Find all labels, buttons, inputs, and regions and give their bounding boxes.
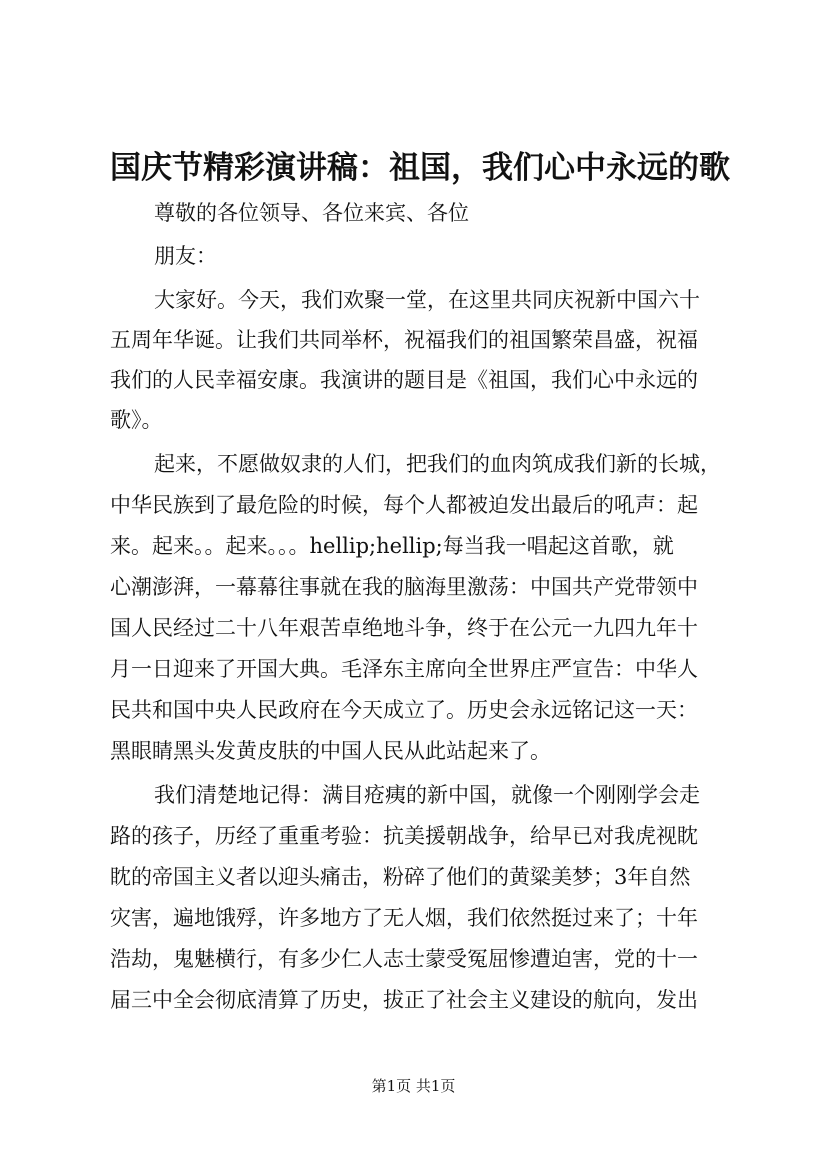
page-footer: 第1页 共1页 [371, 1077, 456, 1095]
paragraph-line: 届三中全会彻底清算了历史，拔正了社会主义建设的航向，发出 [110, 988, 698, 1012]
paragraph-line: 起来，不愿做奴隶的人们，把我们的血肉筑成我们新的长城， [154, 452, 721, 476]
paragraph-line: 大家好。今天，我们欢聚一堂，在这里共同庆祝新中国六十 [154, 288, 700, 312]
paragraph-line: 朋友： [154, 244, 217, 268]
paragraph-line: 眈的帝国主义者以迎头痛击，粉碎了他们的黄粱美梦；3年自然 [110, 865, 691, 889]
paragraph-line: 心潮澎湃，一幕幕往事就在我的脑海里激荡：中国共产党带领中 [110, 575, 698, 599]
document-title: 国庆节精彩演讲稿：祖国，我们心中永远的歌 [110, 150, 730, 186]
paragraph-line: 尊敬的各位领导、各位来宾、各位 [154, 201, 469, 225]
paragraph-line: 灾害，遍地饿殍，许多地方了无人烟，我们依然挺过来了；十年 [110, 906, 698, 930]
paragraph-line: 中华民族到了最危险的时候，每个人都被迫发出最后的吼声：起 [110, 493, 698, 517]
paragraph-line: 路的孩子，历经了重重考验：抗美援朝战争，给早已对我虎视眈 [110, 824, 698, 848]
paragraph-line: 我们的人民幸福安康。我演讲的题目是《祖国，我们心中永远的 [110, 368, 698, 392]
paragraph-line: 五周年华诞。让我们共同举杯，祝福我们的祖国繁荣昌盛，祝福 [110, 328, 698, 352]
paragraph-line: 国人民经过二十八年艰苦卓绝地斗争，终于在公元一九四九年十 [110, 616, 698, 640]
paragraph-line: 黑眼睛黑头发黄皮肤的中国人民从此站起来了。 [110, 739, 551, 763]
paragraph-line: 歌》。 [110, 408, 163, 432]
paragraph-line: 来。起来。。起来。。。hellip;hellip;每当我一唱起这首歌，就 [110, 534, 674, 558]
paragraph-line: 我们清楚地记得：满目疮痍的新中国，就像一个刚刚学会走 [154, 783, 700, 807]
paragraph-line: 月一日迎来了开国大典。毛泽东主席向全世界庄严宣告：中华人 [110, 657, 698, 681]
paragraph-line: 民共和国中央人民政府在今天成立了。历史会永远铭记这一天： [110, 698, 698, 722]
paragraph-line: 浩劫，鬼魅横行，有多少仁人志士蒙受冤屈惨遭迫害，党的十一 [110, 947, 698, 971]
